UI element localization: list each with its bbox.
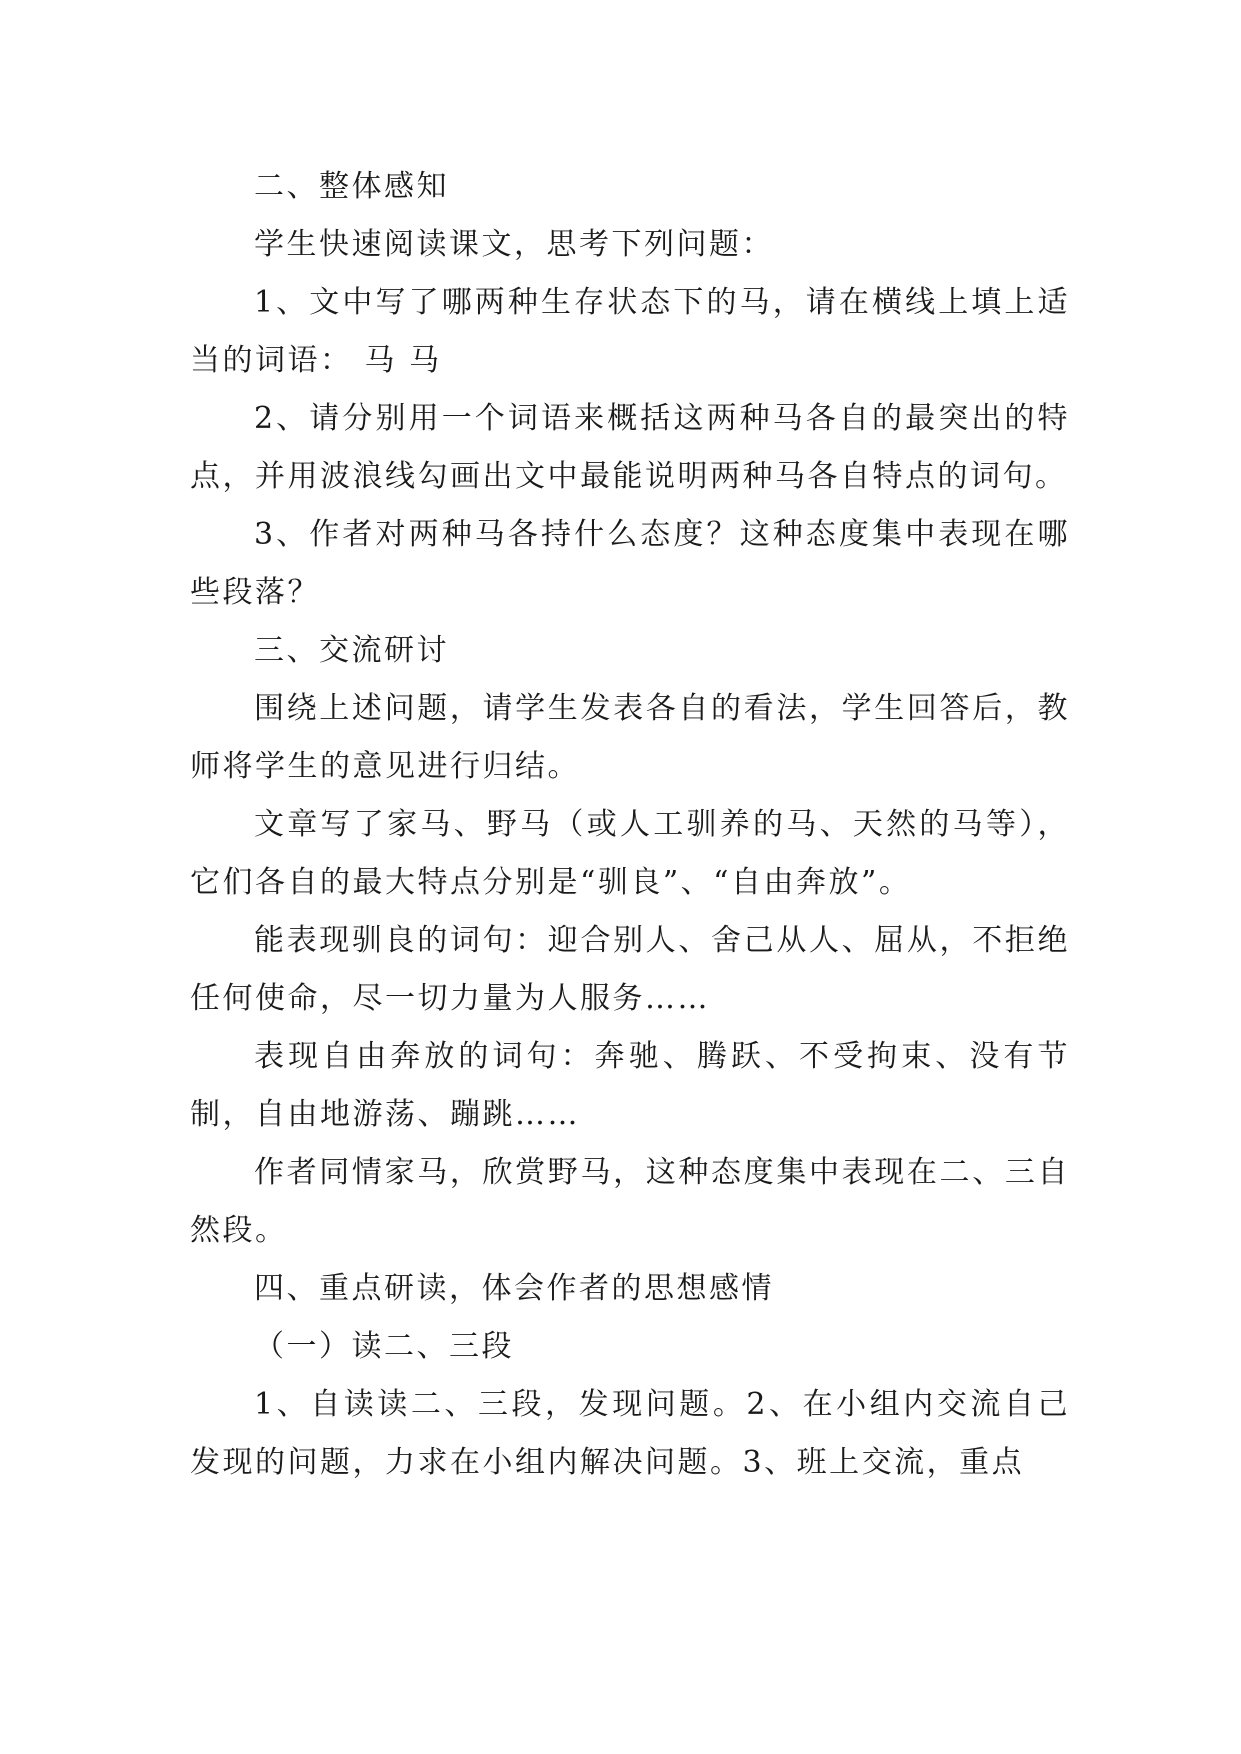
section-heading-discussion: 三、交流研讨	[254, 633, 449, 668]
steps-paragraph: 1、自读读二、三段，发现问题。2、在小组内交流自己发现的问题，力求在小组内解决问题。3、班上交流，重点	[190, 1387, 1070, 1480]
answer-paragraph-1: 文章写了家马、野马（或人工驯养的马、天然的马等），它们各自的最大特点分别是“驯良”、“自由奔放”。	[190, 807, 1070, 900]
question-2: 2、请分别用一个词语来概括这两种马各自的最突出的特点，并用波浪线勾画出文中最能说明两种马各自特点的词句。	[190, 401, 1070, 494]
section-heading-key-reading: 四、重点研读，体会作者的思想感情	[254, 1271, 774, 1306]
section-heading-overall-perception: 二、整体感知	[254, 169, 449, 204]
answer-paragraph-4: 作者同情家马，欣赏野马，这种态度集中表现在二、三自然段。	[190, 1155, 1070, 1248]
subsection-heading: （一）读二、三段	[254, 1329, 514, 1364]
instruction-paragraph: 学生快速阅读课文，思考下列问题：	[254, 227, 774, 262]
question-1: 1、文中写了哪两种生存状态下的马，请在横线上填上适当的词语： 马 马	[190, 285, 1070, 378]
document-body	[190, 158, 1070, 1492]
answer-paragraph-3: 表现自由奔放的词句：奔驰、腾跃、不受拘束、没有节制，自由地游荡、蹦跳……	[190, 1039, 1070, 1132]
discussion-paragraph: 围绕上述问题，请学生发表各自的看法，学生回答后，教师将学生的意见进行归结。	[190, 691, 1070, 784]
question-3: 3、作者对两种马各持什么态度？这种态度集中表现在哪些段落？	[190, 517, 1070, 610]
answer-paragraph-2: 能表现驯良的词句：迎合别人、舍己从人、屈从，不拒绝任何使命，尽一切力量为人服务……	[190, 923, 1070, 1016]
